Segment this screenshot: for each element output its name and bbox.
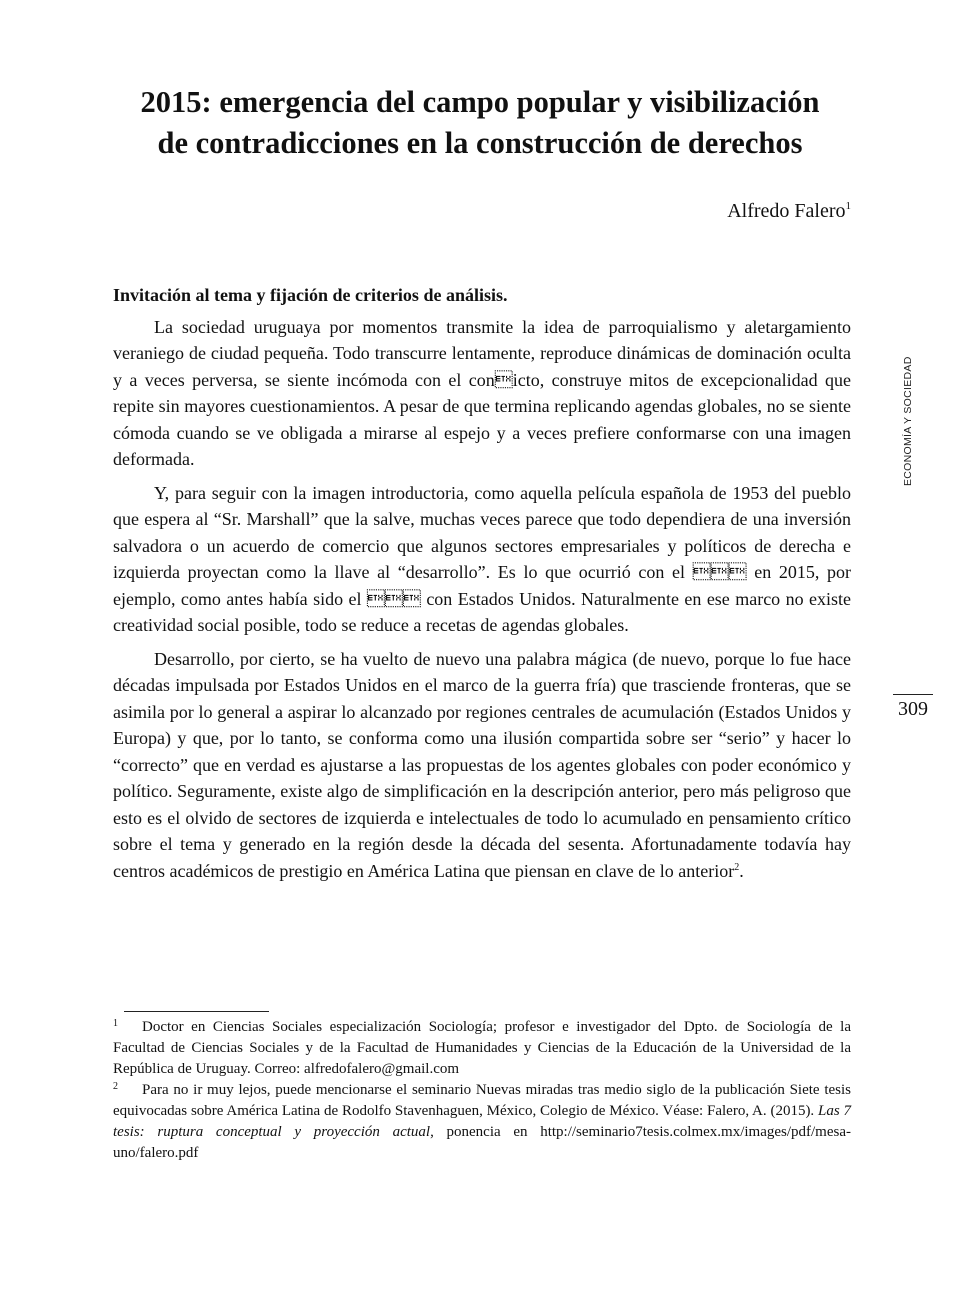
paragraph-3-text: Desarrollo, por cierto, se ha vuelto de nuevo una palabra mágica (de nuevo, porque lo fue hace décadas impulsada por Estados Unidos en el marco de la guerra fría) que trasciende fronteras, que se asimila por lo general a aspirar lo alcanzado por regiones centrales de acumulación (Estados Unidos y Europa) y que, por lo tanto, se conforma como una ilusión compartida sobre ser “serio” y hacer lo “correcto” que en verdad es ajustarse a las propuestas de los agentes globales con poder económico y político. Seguramente, existe algo de simplificación en la descripción anterior, pero más peligroso que esto es el olvido de sectores de izquierda e intelectuales de todo lo acumulado en pensamiento crítico sobre el tema y generado en la región desde la década del sesenta. Afortunadamente todavía hay centros académicos de prestigio en América Latina que piensan en clave de lo anterior <box>113 648 851 881</box>
footnotes <box>113 1017 851 1164</box>
author-footnote-ref[interactable]: 1 <box>845 200 851 212</box>
title-line-1: 2015: emergencia del campo popular y visibilización <box>140 85 820 119</box>
author-name: Alfredo Falero <box>727 200 846 222</box>
author-line <box>727 200 851 223</box>
article-title <box>80 82 880 164</box>
paragraph-3-footnote-ref[interactable]: 2 <box>734 861 740 873</box>
page-number-rule <box>893 694 933 695</box>
section-heading: Invitación al tema y fijación de criterios de análisis. <box>113 285 508 305</box>
footnote-2-text-after[interactable]: , ponencia en http://seminario7tesis.colmex.mx/images/pdf/mesa-uno/falero.pdf <box>113 1124 851 1161</box>
footnote-2-text-before: Para no ir muy lejos, puede mencionarse el seminario Nuevas miradas tras medio siglo de la publicación Siete tesis equivocadas sobre América Latina de Rodolfo Stavenhaguen, México, Colegio de México. Véase: Falero, A. (2015). <box>113 1082 851 1119</box>
footnote-separator <box>124 1011 269 1012</box>
paragraph-3 <box>113 646 851 885</box>
paragraph-1: La sociedad uruguaya por momentos transmite la idea de parroquialismo y aletargamiento veraniego de ciudad pequeña. Todo transcurre lentamente, reproduce dinámicas de dominación oculta y a veces perversa, se siente incómoda con el conicto, construye mitos de excepcionalidad que repite sin mayores cuestionamientos. A pesar de que termina replicando agendas globales, no se siente cómoda cuando se ve obligada a mirarse al espejo y a veces prefiere conformarse con una imagen deformada. <box>113 316 851 469</box>
article-body <box>113 282 851 891</box>
paragraph-3-end: . <box>739 860 744 881</box>
footnote-1-text: Doctor en Ciencias Sociales especialización Sociología; profesor e investigador del Dpto. de Sociología de la Facultad de Ciencias Sociales y de la Facultad de Humanidades y Ciencias de la Educación de la Universidad de la República de Uruguay. Correo: alfredofalero@gmail.com <box>113 1019 851 1077</box>
section-side-label: ECONOMÍA Y SOCIEDAD <box>902 356 914 486</box>
footnote-2: 2 Para no ir muy lejos, puede mencionarse el seminario Nuevas miradas tras medio siglo de la publicación Siete tesis equivocadas sobre América Latina de Rodolfo Stavenhaguen, México, Colegio de México. Véase: Falero, A. (2015). Las 7 tesis: ruptura conceptual y proyección actual, ponencia en http://seminario7tesis.colmex.mx/images/pdf/mesa-uno/falero.pdf <box>113 1081 851 1161</box>
title-line-2: de contradicciones en la construcción de derechos <box>157 126 803 160</box>
page-number: 309 <box>898 698 928 720</box>
footnote-2-italic-title: Las 7 tesis: ruptura conceptual y proyección actual <box>113 1103 851 1140</box>
paragraph-2: Y, para seguir con la imagen introductoria, como aquella película española de 1953 del pueblo que espera al “Sr. Marshall” que la salve, muchas veces parece que todo dependiera de una inversión salvadora o un acuerdo de comercio que algunos sectores empresariales y políticos de derecha e izquierda proyectan como la llave al “desarrollo”. Es lo que ocurrió con el  en 2015, por ejemplo, como antes había sido el  con Estados Unidos. Naturalmente en ese marco no existe creatividad social posible, todo se reduce a recetas de agendas globales. <box>113 482 851 635</box>
footnote-1: 1 Doctor en Ciencias Sociales especialización Sociología; profesor e investigador del Dpto. de Sociología de la Facultad de Ciencias Sociales y de la Facultad de Humanidades y Ciencias de la Educación de la Universidad de la República de Uruguay. Correo: alfredofalero@gmail.com <box>113 1018 851 1077</box>
